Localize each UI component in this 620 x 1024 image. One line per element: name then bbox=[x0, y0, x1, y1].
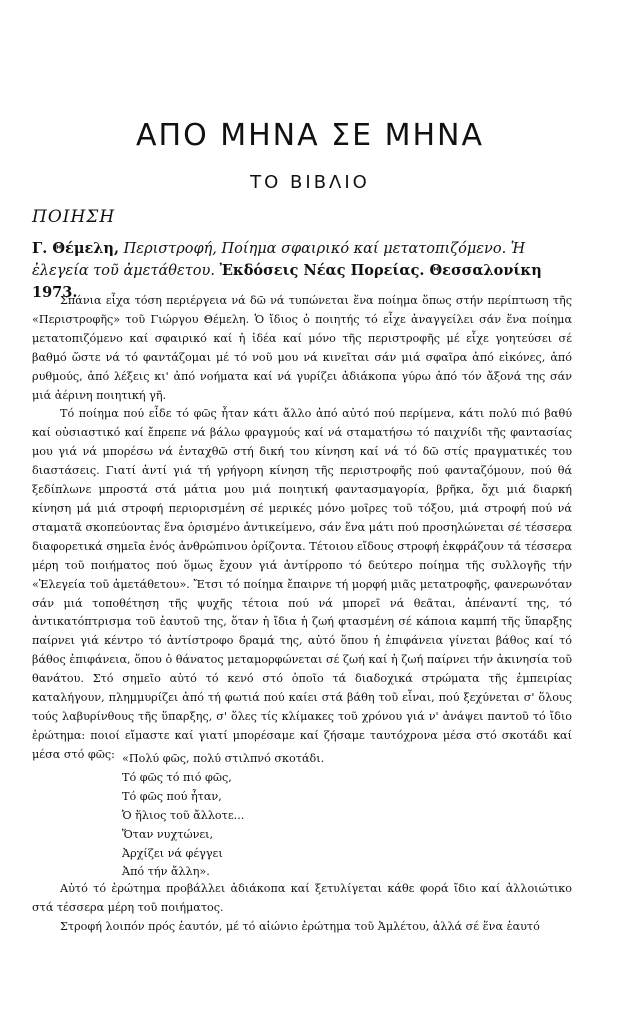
book-publisher: Ἐκδόσεις Νέας Πορείας. Θεσσαλονίκη 1973. bbox=[32, 262, 542, 301]
page-subheading: ΤΟ ΒΙΒΛΙΟ bbox=[250, 172, 370, 193]
poem-line: Ὅταν νυχτώνει, bbox=[122, 827, 214, 841]
poem-line: Τό φῶς πού ἦταν, bbox=[122, 789, 222, 803]
paragraph: Τό ποίημα πού εἶδε τό φῶς ἦταν κάτι ἄλλο ἀπό αὐτό πού περίμενα, κάτι πολύ πιό βαθύ καί οὐσιαστικό καί ἔπρεπε νά βάλω φραγμούς καί νά σταματήσω τό παιχνίδι τῆς φαντασίας μου γιά νά μπορέσω νά ἐνταχθῶ στή δική του κίνηση καί νά τό δῶ στίς πραγματικές του διαστάσεις. Γιατί ἀντί γιά τή γρήγορη κίνηση τῆς περιστροφῆς πού φανταζόμουν, πού θά ξεδίπλωνε μπροστά στά μάτια μου μιά ποιητική φαντασμαγορία, βρῆκα, ὄχι μιά διαρκή κίνηση μά μιά στροφή περιορισμένη σέ μερικές μόνο μοῖρες τοῦ τόξου, μιά στροφή πού νά σταματᾶ σκοπεύοντας ἕνα ὁρισμένο ἀντικείμενο, σάν ἕνα μάτι πού προσηλώνεται σέ τέσσερα διαφορετικά σημεῖα ἑνός ἀνθρώπινου ὁρίζοντα. Τέτοιου εἴδους στροφή ἐκφράζουν τά τέσσερα μέρη τοῦ ποιήματος πού ὅμως ἔχουν γιά ἀντίρροπο τό δεύτερο ποίημα τῆς συλλογῆς τήν «Ἐλεγεία τοῦ ἀμετάθετου». Ἔτσι τό ποίημα ἔπαιρνε τή μορφή μιᾶς μετατροφῆς, φανερωνόταν σάν μιά τοποθέτηση τῆς ψυχῆς τέτοια πού νά μπορεῖ νά θεᾶται, ἀπέναντί της, τό ἀντικατόπτρισμα τοῦ ἑαυτοῦ της, ὅταν ἡ ἴδια ἡ ζωή φτασμένη σέ κάποια καμπή τῆς ὕπαρξης παίρνει γιά κέντρο τό ἀντίστροφο δραμά της, αὐτό ὅπου ἡ ἐπιφάνεια γίνεται βάθος καί τό βάθος ἐπιφάνεια, ὅπου ὁ θάνατος μεταμορφώνεται σέ ζωή καί ἡ ζωή παίρνει τήν ἀκινησία τοῦ θανάτου. Στό σημεῖο αὐτό τό κενό στό ὁποῖο τά διαδοχικά στρώματα τῆς ἐμπειρίας καταλήγουν, πλημμυρίζει ἀπό τή φωτιά πού καίει στά βάθη τοῦ εἶναι, πού ξεχύνεται σ' ὅλους τούς λαβυρίνθους τῆς ὕπαρξης, σ' ὅλες τίς κλίμακες τοῦ χρόνου γιά ν' ἀνάψει παντοῦ τό ἴδιο ἐρώτημα: ποιοί εἴμαστε καί γιατί μπορέσαμε καί ζήσαμε ταυτόχρονα μέσα στό σκοτάδι καί μέσα στό φῶς: bbox=[32, 407, 572, 761]
poem-line: Ὁ ἥλιος τοῦ ἄλλοτε... bbox=[122, 808, 245, 822]
section-label: ΠΟΙΗΣΗ bbox=[32, 207, 116, 227]
paragraph: Αὐτό τό ἐρώτημα προβάλλει ἀδιάκοπα καί ξετυλίγεται κάθε φορά ἴδιο καί ἀλλοιώτικο στά τέσσερα μέρη τοῦ ποιήματος. bbox=[32, 882, 572, 914]
book-works: Περιστροφή, Ποίημα σφαιρικό καί μετατοπιζόμενο. Ἡ ἐλεγεία τοῦ ἀμετάθετου. bbox=[32, 241, 526, 279]
poem-quote bbox=[122, 750, 324, 882]
review-continuation bbox=[32, 880, 572, 937]
review-body bbox=[32, 292, 572, 765]
paragraph: Στροφή λοιπόν πρός ἑαυτόν, μέ τό αἰώνιο ἐρώτημα τοῦ Ἀμλέτου, ἀλλά σέ ἕνα ἑαυτό bbox=[60, 919, 540, 933]
paragraph: Σπάνια εἶχα τόση περιέργεια νά δῶ νά τυπώνεται ἕνα ποίημα ὅπως στήν περίπτωση τῆς «Περιστροφῆς» τοῦ Γιώργου Θέμελη. Ὁ ἴδιος ὁ ποιητής τό εἶχε ἀναγγείλει σάν ἕνα ποίημα μετατοπιζόμενο καί σφαιρικό καί ἡ ἰδέα καί μόνο τῆς περιστροφῆς μέ εἶχε γοητεύσει σέ βαθμό ὥστε νά τό φαντάζομαι μέ τό νοῦ μου νά κινεῖται σάν μιά σφαῖρα ἀπό εἰκόνες, ἀπό ρυθμούς, ἀπό λέξεις κι' ἀπό νοήματα καί νά γυρίζει ἀδιάκοπα γύρω ἀπό τόν ἄξονά της σάν μιά ἀέρινη ποιητική γῆ. bbox=[32, 294, 572, 402]
poem-line: Τό φῶς τό πιό φῶς, bbox=[122, 770, 232, 784]
poem-line: «Πολύ φῶς, πολύ στιλπνό σκοτάδι. bbox=[122, 752, 325, 765]
poem-line: Ἀρχίζει νά φέγγει bbox=[122, 846, 223, 860]
poem-line: Ἀπό τήν ἄλλη». bbox=[122, 865, 210, 879]
book-author: Γ. Θέμελη, bbox=[32, 240, 120, 257]
page-heading: ΑΠΟ ΜΗΝΑ ΣΕ ΜΗΝΑ bbox=[135, 118, 485, 153]
